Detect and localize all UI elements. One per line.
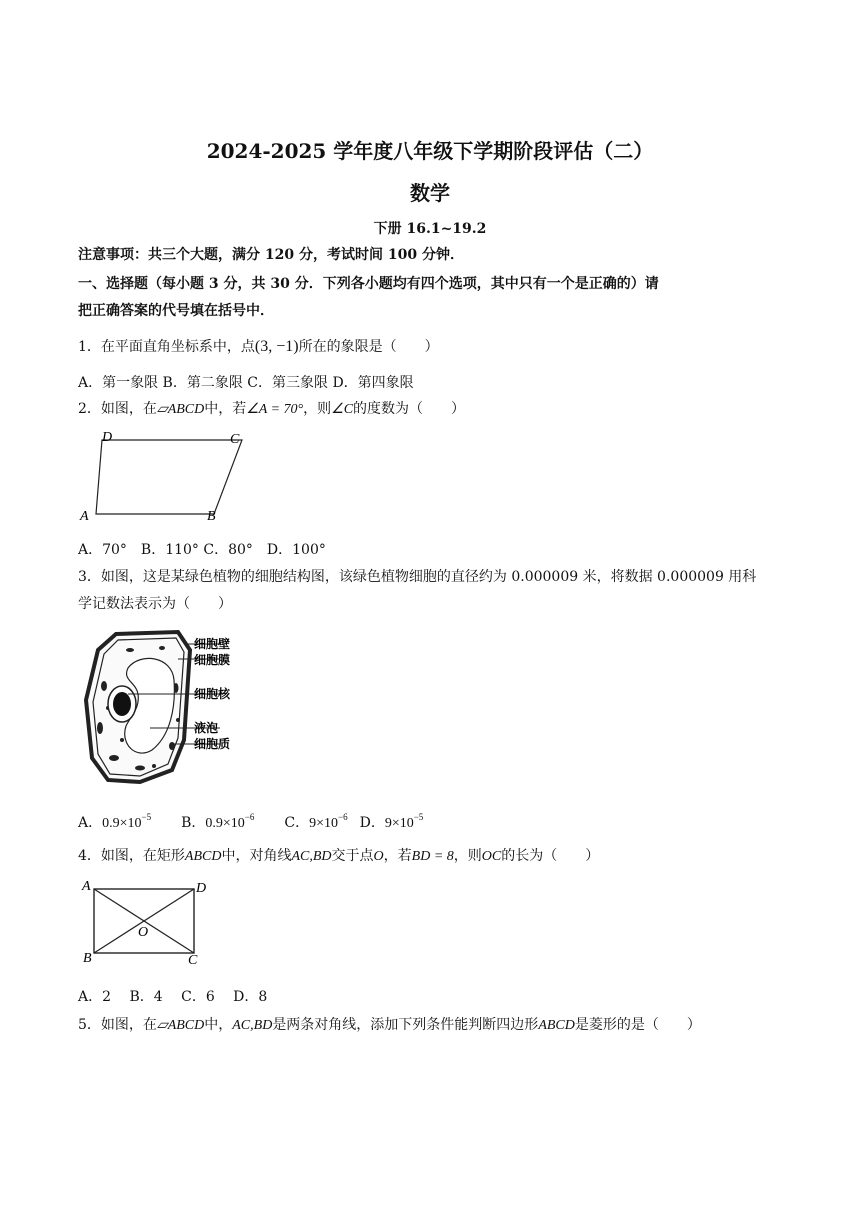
q2-post: 的度数为（ ） <box>353 401 466 417</box>
label-cytoplasm: 细胞质 <box>194 737 231 751</box>
q3-option-a-exp: −5 <box>141 812 152 822</box>
q3-option-b-base: 0.9×10 <box>205 816 245 831</box>
label-cell-membrane: 细胞膜 <box>194 653 231 667</box>
q3-option-c-base: 9×10 <box>309 816 339 831</box>
q3-options <box>78 814 423 833</box>
q4-point: O <box>373 849 384 864</box>
q5-pre: 5．如图，在 <box>78 1017 157 1033</box>
q2-pre: 2．如图，在 <box>78 401 157 417</box>
q3-option-c-letter: C． <box>284 815 310 831</box>
q4-mid3: ，若 <box>383 848 412 864</box>
q5-mid1: 中， <box>204 1017 233 1033</box>
q5-post: 是菱形的是（ ） <box>574 1017 701 1033</box>
q2-label-a: A <box>80 509 89 524</box>
q1-pre: 1．在平面直角坐标系中，点 <box>78 339 255 355</box>
q4-label-d: D <box>196 881 207 896</box>
q4-label-a: A <box>82 879 91 894</box>
q4-rectangle-figure <box>78 878 218 970</box>
q1-options: A．第一象限 B．第二象限 C．第三象限 D．第四象限 <box>78 375 414 391</box>
question-2 <box>78 400 465 419</box>
q4-condition: BD = 8 <box>411 849 454 864</box>
q5-diagonals: AC,BD <box>232 1018 273 1033</box>
q4-mid2: 交于点 <box>331 848 374 864</box>
q1-point: (3, −1) <box>254 338 299 355</box>
nucleus-core <box>113 692 131 716</box>
q2-mid2: ，则 <box>303 401 332 417</box>
q3-option-d-exp: −5 <box>413 812 424 822</box>
question-1 <box>78 338 439 356</box>
q5-shape2: ABCD <box>538 1018 575 1033</box>
q2-target: ∠C <box>331 402 354 417</box>
q3-option-c-exp: −6 <box>338 812 348 822</box>
q4-post: 的长为（ ） <box>501 848 600 864</box>
q3-option-a-base: 0.9×10 <box>102 816 142 831</box>
q2-mid1: 中，若 <box>204 401 247 417</box>
q4-label-o: O <box>138 925 149 940</box>
q2-label-b: B <box>207 509 216 524</box>
q3-option-b-letter: B． <box>181 815 206 831</box>
q1-post: 所在的象限是（ ） <box>298 339 439 355</box>
q4-diagonals: AC,BD <box>291 849 332 864</box>
question-5 <box>78 1016 701 1035</box>
q2-options: A．70° B．110° C．80° D．100° <box>78 542 326 558</box>
label-nucleus: 细胞核 <box>194 687 231 701</box>
label-cell-wall: 细胞壁 <box>194 637 231 651</box>
cell-structure-figure <box>78 628 258 786</box>
q5-mid2: 是两条对角线，添加下列条件能判断四边形 <box>272 1017 539 1033</box>
q3-option-a-letter: A． <box>78 815 103 831</box>
q2-label-d: D <box>102 430 113 445</box>
q3-option-b-exp: −6 <box>244 812 255 822</box>
q4-mid4: ，则 <box>453 848 482 864</box>
q4-options: A．2 B．4 C．6 D．8 <box>78 989 268 1005</box>
section-heading-line1: 一、选择题（每小题 3 分，共 30 分．下列各小题均有四个选项，其中只有一个是正确的）请 <box>78 276 659 292</box>
section-heading-line2: 把正确答案的代号填在括号中． <box>78 303 274 319</box>
q3-option-d-base: 9×10 <box>384 816 414 831</box>
q2-shape: ▱ABCD <box>156 402 205 417</box>
q4-shape: ABCD <box>184 849 222 864</box>
q2-parallelogram-figure <box>76 428 256 524</box>
scope-line: 下册 16.1~19.2 <box>373 221 487 237</box>
q4-target: OC <box>481 849 502 864</box>
question-3-line1: 3．如图，这是某绿色植物的细胞结构图，该绿色植物细胞的直径约为 0.000009 米，将数据 0.000009 用科 <box>78 569 757 585</box>
q4-pre: 4．如图，在矩形 <box>78 848 185 864</box>
q4-label-b: B <box>83 951 92 966</box>
q5-shape: ▱ABCD <box>156 1018 205 1033</box>
question-4 <box>78 847 599 866</box>
subject-title: 数学 <box>410 181 450 205</box>
q3-option-d-letter: D． <box>359 815 385 831</box>
question-3-line2: 学记数法表示为（ ） <box>78 596 232 612</box>
label-vacuole: 液泡 <box>194 721 219 735</box>
q2-condition: ∠A = 70° <box>246 402 304 417</box>
q2-label-c: C <box>230 432 240 447</box>
notice-line: 注意事项：共三个大题，满分 120 分，考试时间 100 分钟． <box>78 247 464 263</box>
q4-label-c: C <box>188 953 198 968</box>
q4-mid1: 中，对角线 <box>221 848 292 864</box>
exam-title: 2024-2025 学年度八年级下学期阶段评估（二） <box>206 139 654 163</box>
